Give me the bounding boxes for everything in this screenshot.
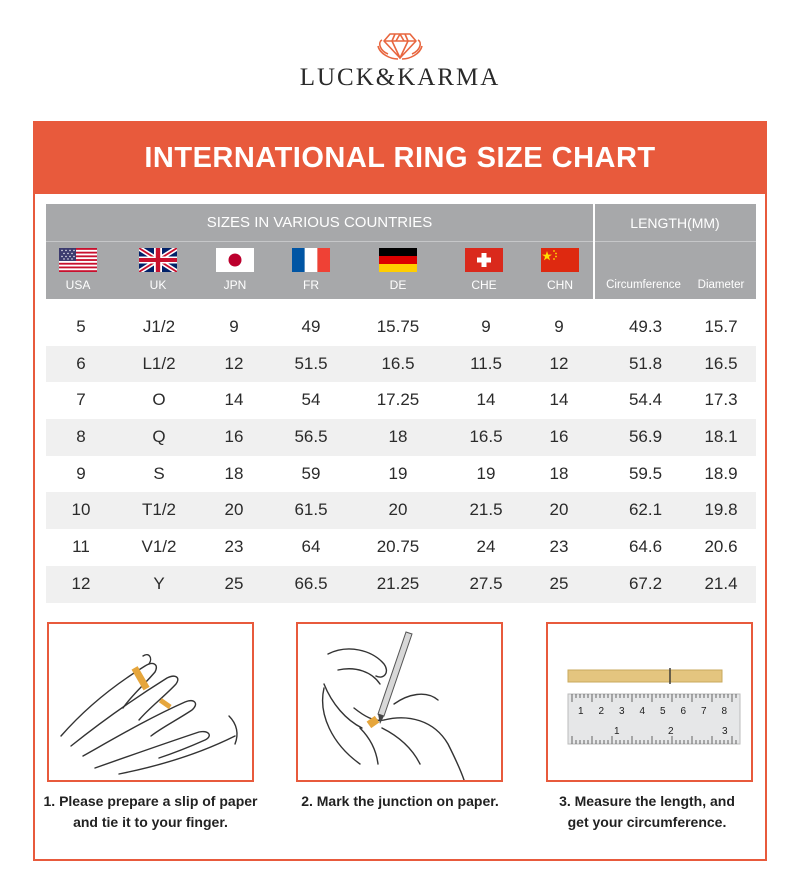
table-cell: 18 (549, 463, 569, 483)
france-flag-icon (292, 248, 330, 272)
step-2-illustration (296, 622, 503, 782)
size-table-body (46, 309, 756, 603)
table-cell: 17.3 (704, 390, 738, 410)
header-divider (593, 204, 595, 299)
ruler-top-label: 3 (619, 706, 625, 717)
table-cell: 18.9 (704, 463, 738, 483)
table-cell: 56.5 (294, 427, 328, 447)
hand-pen-marking-icon (298, 624, 501, 780)
table-cell: 19.8 (704, 500, 738, 520)
length-title: LENGTH(MM) (594, 204, 756, 242)
step-3-caption (529, 791, 765, 833)
table-cell: 16 (224, 427, 244, 447)
step-1-line-1: 1. Please prepare a slip of paper (43, 793, 258, 809)
step-2-line-1: 2. Mark the junction on paper. (301, 793, 499, 809)
step-1-caption (35, 791, 266, 833)
table-cell: 21.25 (376, 573, 420, 593)
table-cell: 66.5 (294, 573, 328, 593)
uk-flag-icon (139, 248, 177, 272)
table-cell: 54 (301, 390, 321, 410)
ruler-top-label: 2 (598, 706, 605, 717)
table-cell: 49 (301, 317, 321, 336)
table-cell: 23 (224, 537, 244, 557)
country-label: UK (149, 278, 167, 292)
table-cell: 14 (549, 390, 569, 410)
diamond-lotus-icon (376, 28, 424, 62)
country-fr (291, 248, 331, 292)
table-cell: 25 (224, 573, 244, 593)
table-cell: 51.8 (628, 353, 663, 373)
table-row (46, 419, 756, 456)
ruler-top-label: 6 (680, 706, 687, 717)
table-cell: 18 (388, 427, 408, 447)
usa-flag-icon (59, 248, 97, 272)
country-label: DE (389, 278, 407, 292)
table-cell: 16.5 (704, 353, 738, 373)
china-flag-icon (541, 248, 579, 272)
step-1-line-2: and tie it to your finger. (73, 814, 228, 830)
ruler-strip-icon (548, 624, 751, 780)
table-cell: 20.6 (704, 537, 738, 557)
table-cell: 10 (71, 500, 91, 520)
table-cell: Y (153, 573, 165, 593)
table-cell: 14 (224, 390, 244, 410)
ruler-top-label: 4 (639, 706, 646, 717)
country-che (464, 248, 504, 292)
table-cell: 16.5 (469, 427, 503, 447)
table-cell: J1/2 (142, 317, 176, 336)
table-cell: 16.5 (381, 353, 415, 373)
ruler-top-label: 5 (660, 706, 666, 717)
table-cell: 20 (549, 500, 569, 520)
sizes-title: SIZES IN VARIOUS COUNTRIES (46, 204, 593, 242)
step-3-line-2: get your circumference. (567, 814, 727, 830)
table-cell: 16 (549, 427, 569, 447)
step-1-illustration (47, 622, 254, 782)
table-cell: S (153, 463, 165, 483)
table-cell: 18.1 (704, 427, 738, 447)
ruler-top-label: 8 (721, 706, 728, 717)
table-cell: 12 (549, 353, 569, 373)
ruler-top-label: 7 (701, 706, 707, 717)
country-chn (540, 248, 580, 292)
table-cell: 21.5 (469, 500, 503, 520)
table-cell: 54.4 (628, 390, 663, 410)
table-cell: 51.5 (294, 353, 328, 373)
table-row (46, 492, 756, 529)
table-cell: 59 (301, 463, 321, 483)
table-cell: 27.5 (469, 573, 503, 593)
country-label: JPN (223, 278, 247, 292)
brand-name: LUCK&KARMA (299, 64, 501, 91)
country-label: CHE (471, 278, 497, 292)
table-cell: V1/2 (141, 537, 177, 557)
table-cell: 12 (224, 353, 244, 373)
table-header (46, 204, 756, 299)
table-cell: 20 (388, 500, 408, 520)
table-cell: 7 (76, 390, 86, 410)
table-cell: 62.1 (628, 500, 663, 520)
table-cell: 64.6 (628, 537, 663, 557)
table-cell: 23 (549, 537, 569, 557)
table-cell: 49.3 (628, 317, 663, 336)
table-row (46, 529, 756, 566)
ruler-top-label: 1 (578, 706, 584, 717)
ruler-bottom-label: 1 (614, 726, 620, 737)
table-cell: 6 (76, 353, 86, 373)
table-cell: 19 (388, 463, 408, 483)
table-cell: 24 (476, 537, 496, 557)
circumference-header: Circumference (606, 279, 681, 291)
country-usa (58, 248, 98, 292)
ring-size-chart-frame (33, 121, 767, 861)
chart-title: INTERNATIONAL RING SIZE CHART (35, 123, 765, 194)
table-cell: 11.5 (470, 353, 502, 373)
table-row (46, 309, 756, 346)
table-cell: 25 (549, 573, 569, 593)
table-cell: 67.2 (628, 573, 663, 593)
country-label: FR (303, 278, 319, 292)
ruler-bottom-label: 2 (668, 726, 674, 737)
country-uk (138, 248, 178, 292)
table-cell: 9 (76, 463, 86, 483)
japan-flag-icon (216, 248, 254, 272)
table-row (46, 456, 756, 493)
diameter-header: Diameter (697, 279, 745, 291)
table-cell: 61.5 (294, 500, 328, 520)
table-cell: 5 (76, 317, 86, 336)
table-cell: 12 (71, 573, 91, 593)
table-cell: 15.75 (376, 317, 420, 336)
country-jpn (215, 248, 255, 292)
table-row (46, 382, 756, 419)
table-cell: 9 (554, 317, 564, 336)
switzerland-flag-icon (465, 248, 503, 272)
step-2-caption (281, 791, 519, 812)
table-cell: 17.25 (376, 390, 420, 410)
step-3-illustration (546, 622, 753, 782)
ruler-bottom-label: 3 (722, 726, 728, 737)
table-cell: 9 (481, 317, 491, 336)
table-cell: 20 (224, 500, 244, 520)
table-cell: 56.9 (628, 427, 663, 447)
table-cell: 19 (476, 463, 496, 483)
hand-paper-strip-icon (49, 624, 252, 780)
germany-flag-icon (379, 248, 417, 272)
brand-logo (0, 28, 800, 92)
table-row (46, 566, 756, 603)
country-label: USA (65, 278, 91, 292)
table-cell: 59.5 (628, 463, 663, 483)
table-cell: Q (152, 427, 166, 447)
step-3-line-1: 3. Measure the length, and (559, 793, 735, 809)
table-cell: 15.7 (704, 317, 738, 336)
table-cell: O (152, 390, 166, 410)
country-de (378, 248, 418, 292)
table-cell: 18 (224, 463, 244, 483)
table-cell: 11 (72, 537, 90, 557)
table-cell: 21.4 (704, 573, 738, 593)
table-cell: 14 (476, 390, 496, 410)
table-cell: L1/2 (142, 353, 176, 373)
table-row (46, 346, 756, 383)
table-cell: T1/2 (141, 500, 177, 520)
table-cell: 20.75 (376, 537, 420, 557)
table-cell: 8 (76, 427, 86, 447)
table-cell: 9 (229, 317, 239, 336)
country-label: CHN (547, 278, 573, 292)
table-cell: 64 (301, 537, 321, 557)
